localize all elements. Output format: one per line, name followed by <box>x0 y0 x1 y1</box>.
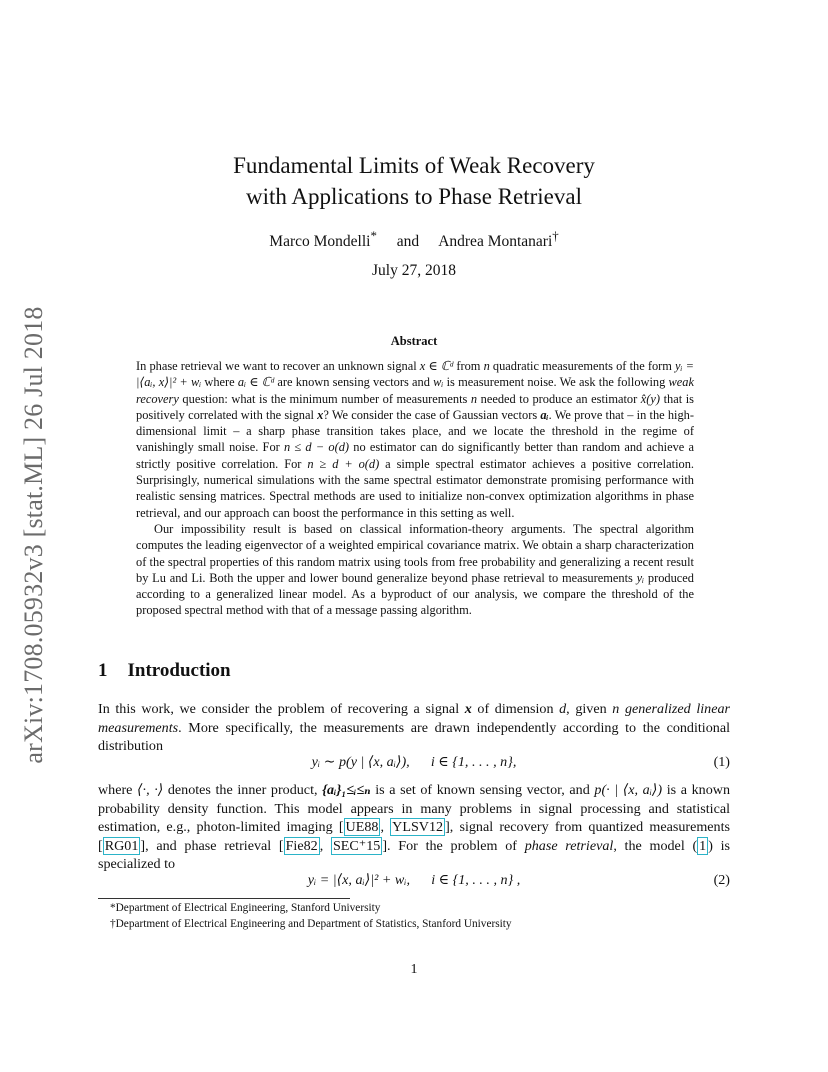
eq2-lhs: yᵢ = |⟨x, aᵢ⟩|² + wᵢ, <box>307 872 411 888</box>
eq1-lhs: yᵢ ∼ p(y | ⟨x, aᵢ⟩), <box>311 754 410 770</box>
intro-paragraph-2: where ⟨·, ·⟩ denotes the inner product, {aᵢ}₁≤ᵢ≤ₙ is a set of known sensing vector, and p(· | ⟨x, aᵢ⟩) is a known probability density function. This model appears in many problems in signal processing and statistical estimation, e.g., photon-limited imaging [ UE88 , YLSV12 ], signal recovery from quantized measurements [ RG01 ], and phase retrieval [ Fie82 , SEC⁺15 ]. For the problem of phase retrieval, the model ( 1 ) is specialized to <box>98 782 731 873</box>
intro-paragraph-1: In this work, we consider the problem of recovering a signal x of dimension d, given n generalized linear measurements. More specifically, the measurements are drawn independently according to the conditional distribution <box>98 701 730 755</box>
section-number: 1 <box>98 660 108 681</box>
author-1-mark: * <box>370 228 377 243</box>
equation-ref-link[interactable]: 1 <box>699 837 707 854</box>
author-1: Marco Mondelli <box>269 233 371 251</box>
citation-link[interactable]: UE88 <box>345 819 379 836</box>
author-2-mark: † <box>552 228 559 243</box>
abstract-heading: Abstract <box>390 334 438 348</box>
eq1-rhs: i ∈ {1, . . . , n}, <box>430 754 517 770</box>
citation-link[interactable]: RG01 <box>104 837 139 854</box>
citation-link[interactable]: Fie82 <box>285 837 318 854</box>
abstract-paragraph-1: In phase retrieval we want to recover an unknown signal x ∈ ℂᵈ from n quadratic measurements of the form yᵢ = |⟨aᵢ, x⟩|² + wᵢ where aᵢ ∈ ℂᵈ are known sensing vectors and wᵢ is measurement noise. We ask the following weak recovery question: what is the minimum number of measurements n needed to produce an estimator x̂(y) that is positively correlated with the signal x? We consider the case of Gaussian vectors aᵢ. We prove that – in the high-dimensional limit – a sharp phase transition takes place, and we locate the threshold in the regime of vanishingly small noise. For n ≤ d − o(d) no estimator can do significantly better than random and achieve a strictly positive correlation. For n ≥ d + o(d) a simple spectral estimator achieves a positive correlation. Surprisingly, numerical simulations with the same spectral estimator demonstrate promising performance with realistic sensing matrices. Spectral methods are used to initialize non-convex optimization algorithms in phase retrieval, and our approach can boost the performance in this setting as well. <box>136 359 694 520</box>
equation-2 <box>98 872 730 892</box>
abstract-body <box>136 358 694 619</box>
citation-link[interactable]: SEC⁺15 <box>332 837 381 854</box>
footnote-2: †Department of Electrical Engineering and Department of Statistics, Stanford University <box>110 918 512 930</box>
eq2-number: (2) <box>713 872 730 888</box>
paper-title <box>0 150 828 212</box>
title-line-1: Fundamental Limits of Weak Recovery <box>233 153 595 178</box>
section-title: Introduction <box>127 660 231 681</box>
eq2-rhs: i ∈ {1, . . . , n} , <box>431 872 521 888</box>
title-line-2: with Applications to Phase Retrieval <box>245 184 582 209</box>
paper-date: July 27, 2018 <box>372 262 456 279</box>
authors <box>0 228 828 251</box>
eq1-number: (1) <box>713 754 730 770</box>
section-heading <box>98 660 231 682</box>
arxiv-id: arXiv:1708.05932v3 [stat.ML] 26 Jul 2018 <box>19 306 48 764</box>
footnote-1: *Department of Electrical Engineering, Stanford University <box>110 902 381 914</box>
page-number: 1 <box>410 962 418 977</box>
author-2: Andrea Montanari <box>438 233 553 251</box>
citation-link[interactable]: YLSV12 <box>392 819 444 836</box>
footnote-rule <box>98 898 350 899</box>
abstract-paragraph-2: Our impossibility result is based on classical information-theory arguments. The spectral algorithm computes the leading eigenvector of a weighted empirical covariance matrix. We obtain a sharp characterization of the spectral properties of this random matrix using tools from free probability and generalizing a recent result by Lu and Li. Both the upper and lower bound generalize beyond phase retrieval to measurements yᵢ produced according to a generalized linear model. As a byproduct of our analysis, we compare the threshold of the proposed spectral method with that of a message passing algorithm. <box>136 521 694 618</box>
arxiv-sidebar-stamp <box>14 290 54 780</box>
equation-1 <box>98 754 730 774</box>
author-and: and <box>396 233 420 251</box>
